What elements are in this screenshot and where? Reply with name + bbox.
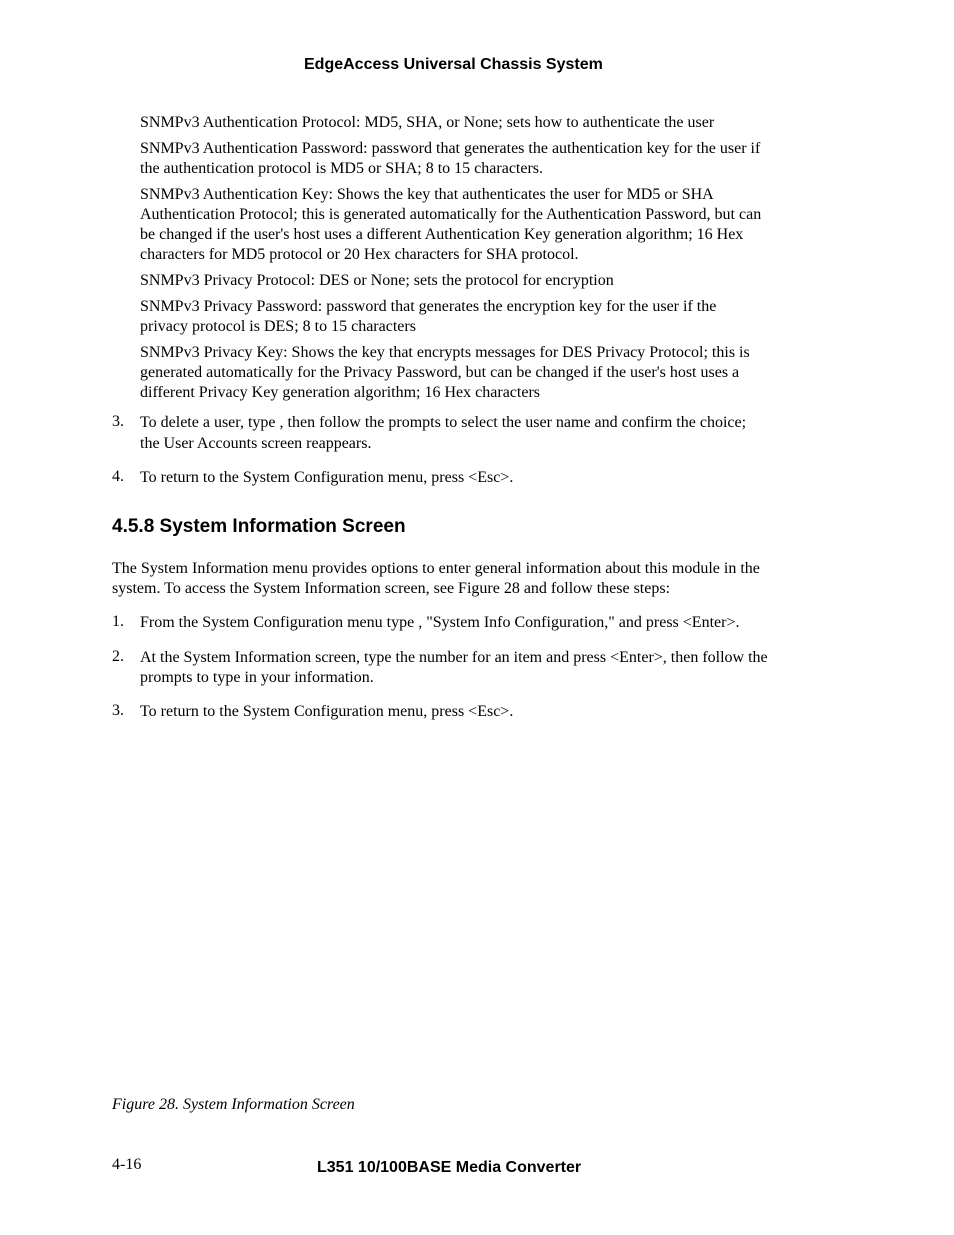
step-line: prompts to type in your information. <box>140 669 374 686</box>
running-header: EdgeAccess Universal Chassis System <box>304 56 603 73</box>
section-heading: 4.5.8 System Information Screen <box>112 516 406 537</box>
definition-line: SNMPv3 Privacy Password: password that generates the encryption key for the user if the <box>140 298 717 315</box>
definition-privacy-protocol <box>140 271 614 291</box>
definition-line: privacy protocol is DES; 8 to 15 characters <box>140 318 416 335</box>
step-line: To return to the System Configuration menu, press <Esc>. <box>140 703 514 720</box>
figure-caption: Figure 28. System Information Screen <box>112 1096 355 1113</box>
step-delete-user <box>140 413 746 454</box>
step-return-menu <box>140 468 513 488</box>
definition-privacy-key <box>140 343 750 403</box>
step-number: 4. <box>112 468 124 485</box>
definition-auth-protocol <box>140 113 714 133</box>
step-line: From the System Configuration menu type , "System Info Configuration," and press <Enter>. <box>140 614 740 631</box>
section-intro <box>112 559 760 599</box>
definition-line: SNMPv3 Authentication Protocol: MD5, SHA, or None; sets how to authenticate the user <box>140 114 715 131</box>
definition-line: SNMPv3 Privacy Protocol: DES or None; sets the protocol for encryption <box>140 272 614 289</box>
definition-line: SNMPv3 Authentication Password: password that generates the authentication key for the user if <box>140 140 761 157</box>
step-number: 3. <box>112 413 124 430</box>
definition-line: Authentication Protocol; this is generated automatically for the Authentication Password, but can <box>140 206 762 223</box>
step-line: the User Accounts screen reappears. <box>140 435 372 452</box>
definition-privacy-password <box>140 297 716 337</box>
step-system-info-config <box>140 613 739 633</box>
step-line: To delete a user, type , then follow the prompts to select the user name and confirm the choice; <box>140 414 747 431</box>
step-number: 2. <box>112 648 124 665</box>
definition-line: the authentication protocol is MD5 or SHA; 8 to 15 characters. <box>140 160 544 177</box>
definition-line: characters for MD5 protocol or 20 Hex characters for SHA protocol. <box>140 246 579 263</box>
definition-auth-key <box>140 185 761 265</box>
definition-line: be changed if the user's host uses a different Authentication Key generation algorithm; 16 Hex <box>140 226 744 243</box>
definition-line: SNMPv3 Authentication Key: Shows the key that authenticates the user for MD5 or SHA <box>140 186 714 203</box>
step-return-menu <box>140 702 513 722</box>
running-footer: L351 10/100BASE Media Converter <box>317 1159 582 1176</box>
step-number: 3. <box>112 702 124 719</box>
step-number: 1. <box>112 613 124 630</box>
step-enter-info <box>140 648 768 688</box>
page-number: 4-16 <box>112 1156 142 1173</box>
definition-line: different Privacy Key generation algorithm; 16 Hex characters <box>140 384 540 401</box>
definition-line: generated automatically for the Privacy Password, but can be changed if the user's host uses a <box>140 364 740 381</box>
intro-line: system. To access the System Information screen, see Figure 28 and follow these steps: <box>112 580 671 597</box>
step-line: To return to the System Configuration menu, press <Esc>. <box>140 469 514 486</box>
definition-auth-password <box>140 139 760 179</box>
definition-line: SNMPv3 Privacy Key: Shows the key that encrypts messages for DES Privacy Protocol; this is <box>140 344 750 361</box>
intro-line: The System Information menu provides options to enter general information about this module in the <box>112 560 760 577</box>
step-line: At the System Information screen, type the number for an item and press <Enter>, then follow the <box>140 649 768 666</box>
